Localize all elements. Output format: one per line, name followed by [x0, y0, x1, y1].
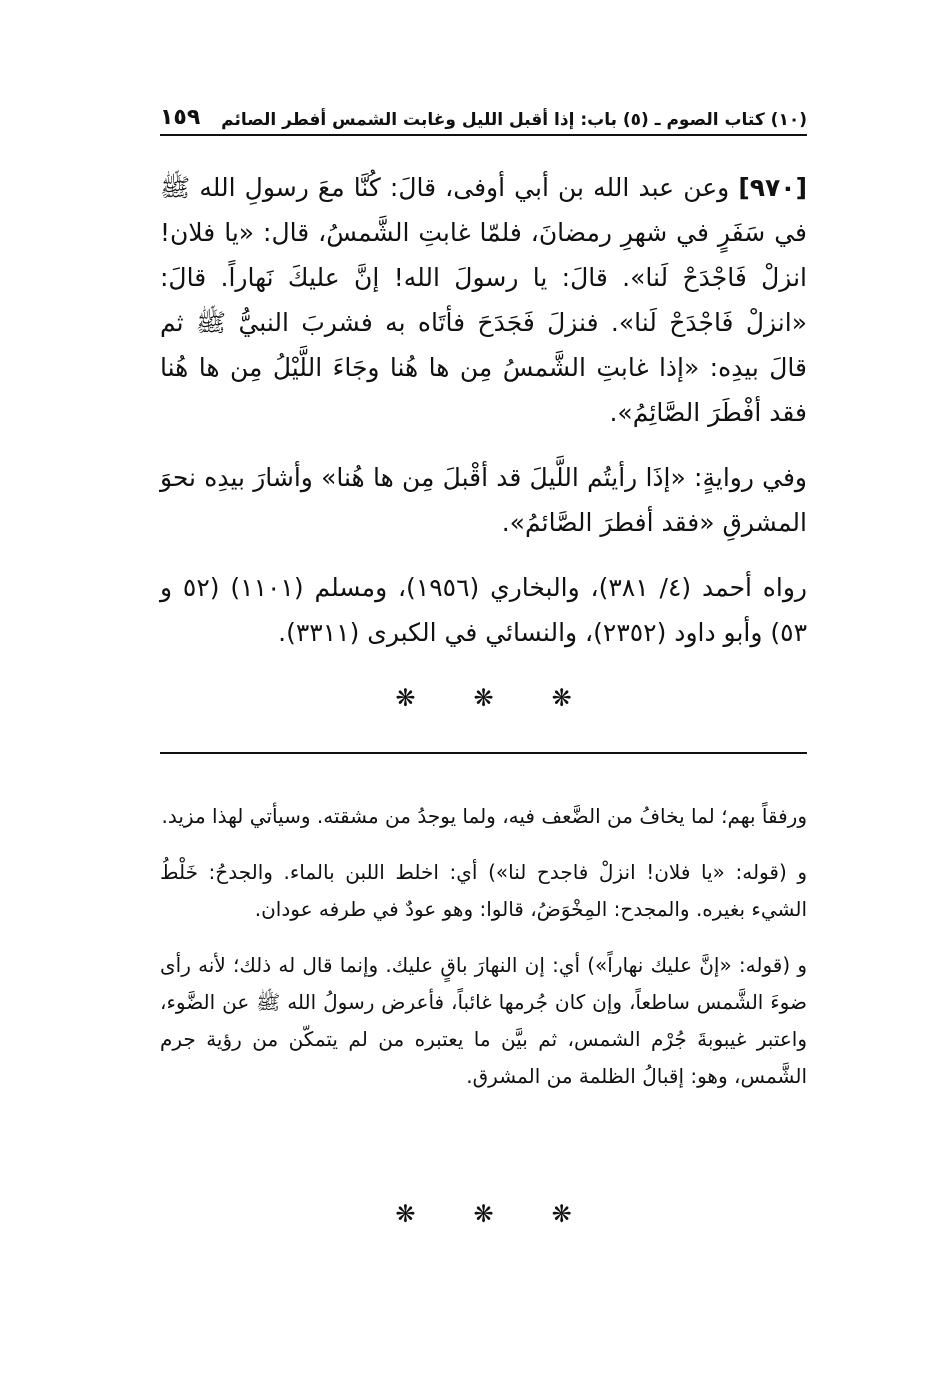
riwaya-paragraph: وفي روايةٍ: «إذَا رأيتُم اللَّيلَ قد أقْبلَ مِن ها هُنا» وأشارَ بيدِه نحوَ المشرقِ «فقد أفطرَ الصَّائمُ». [160, 463, 807, 537]
footnote-divider [160, 752, 807, 754]
star-icon: ❋ [395, 684, 416, 712]
running-head: (١٠) كتاب الصوم ـ (٥) باب: إذا أقبل الليل وغابت الشمس أفطر الصائم [221, 110, 807, 130]
star-icon: ❋ [473, 1200, 494, 1228]
star-icon: ❋ [395, 1200, 416, 1228]
page-number: ١٥٩ [160, 105, 201, 130]
hadith-number: [٩٧٠] [738, 173, 807, 202]
star-icon: ❋ [551, 684, 572, 712]
footnote-paragraph: و (قوله: «إنَّ عليك نهاراً») أي: إن النهارَ باقٍ عليك. وإنما قال له ذلك؛ لأنه رأى ضوءَ الشَّمس ساطعاً، وإن كان جُرمها غائباً، فأعرض رسولُ الله ﷺ عن الضَّوء، واعتبر غيبوبةَ جُرْم الشمس، ثم بيَّن ما يعتبره من لم يتمكّن من رؤية جرم الشَّمس، وهو: إقبالُ الظلمة من المشرق. [160, 953, 807, 1088]
end-separator [160, 1200, 807, 1228]
star-icon: ❋ [473, 684, 494, 712]
page-header [160, 96, 807, 136]
section-separator [160, 684, 807, 712]
star-icon: ❋ [551, 1200, 572, 1228]
footnote-paragraph: و (قوله: «يا فلان! انزلْ فاجدح لنا») أي: اخلط اللبن بالماء. والجدحُ: خَلْطُ الشيء بغيره. والمجدح: المِخْوَضُ، قالوا: وهو عودٌ في طرفه عودان. [160, 860, 807, 921]
hadith-paragraph [160, 165, 807, 435]
main-text [160, 165, 807, 675]
hadith-text: وعن عبد الله بن أبي أوفى، قالَ: كُنَّا معَ رسولِ الله ﷺ في سَفَرٍ في شهرِ رمضانَ، فلمّا غابتِ الشَّمسُ، قال: «يا فلان! انزلْ فَاجْدَحْ لَنا». قالَ: يا رسولَ الله! إنَّ عليكَ نَهاراً. قالَ: «انزلْ فَاجْدَحْ لَنا». فنزلَ فَجَدَحَ فأتَاه به فشربَ النبيُّ ﷺ ثم قالَ بيدِه: «إذا غابتِ الشَّمسُ مِن ها هُنا وجَاءَ اللَّيْلُ مِن ها هُنا فقد أفْطَرَ الصَّائِمُ». [160, 173, 807, 427]
takhrij-paragraph: رواه أحمد (٤/ ٣٨١)، والبخاري (١٩٥٦)، ومسلم (١١٠١) (٥٢ و ٥٣) وأبو داود (٢٣٥٢)، والنسائي في الكبرى (٣٣١١). [160, 573, 807, 647]
footnote-paragraph: ورفقاً بهم؛ لما يخافُ من الضَّعف فيه، ولما يوجدُ من مشقته. وسيأتي لهذا مزيد. [161, 804, 807, 828]
footnotes [160, 798, 807, 1114]
